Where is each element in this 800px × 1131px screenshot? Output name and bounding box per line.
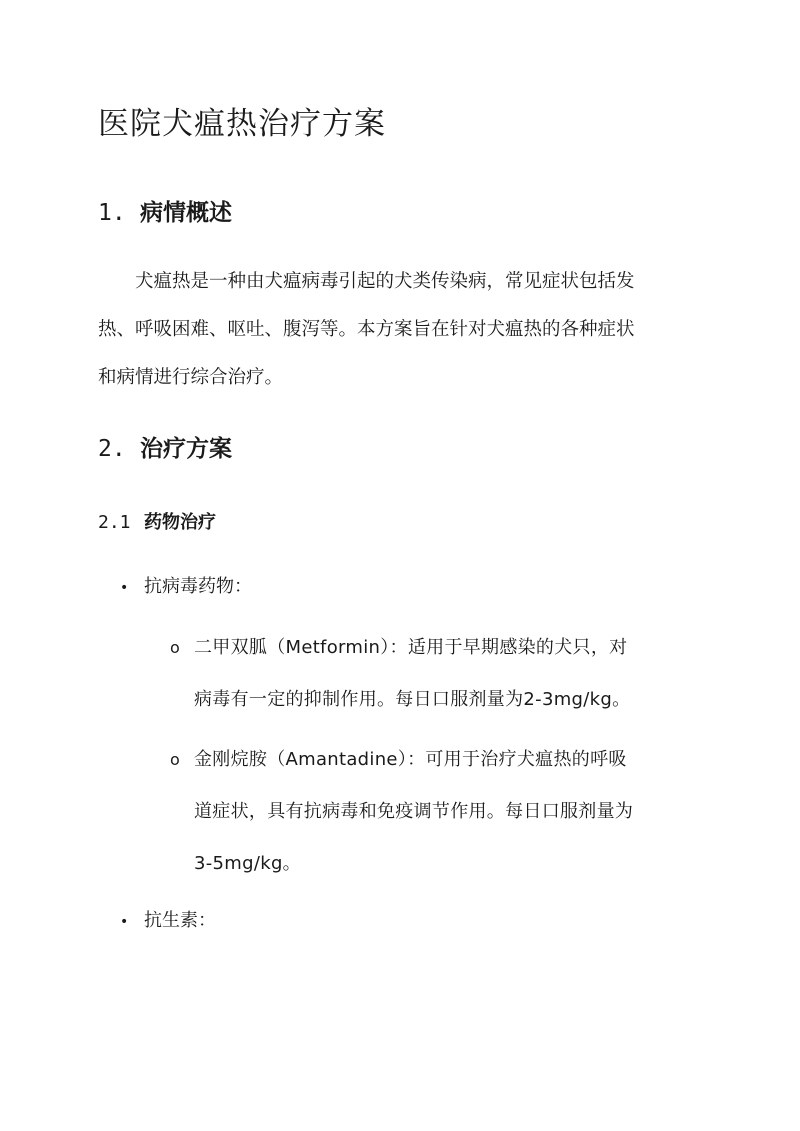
bullet-antiviral	[120, 572, 252, 598]
sub-item-line: 金刚烷胺（Amantadine）：可用于治疗犬瘟热的呼吸	[194, 749, 627, 770]
bullet-label: 抗病毒药物：	[144, 576, 252, 597]
section-2-heading	[98, 430, 232, 463]
bullet-label: 抗生素：	[144, 910, 216, 931]
sub-item-line: 道症状，具有抗病毒和免疫调节作用。每日口服剂量为	[194, 801, 634, 822]
sub-item-line: 病毒有一定的抑制作用。每日口服剂量为2-3mg/kg。	[194, 689, 631, 710]
sub-item-metformin	[170, 622, 710, 726]
sub-bullet-icon: o	[170, 638, 180, 657]
section-1-title: 病情概述	[140, 200, 232, 226]
bullet-icon: •	[120, 580, 129, 596]
document-title: 医院犬瘟热治疗方案	[98, 106, 386, 142]
section-1-paragraph	[98, 258, 702, 402]
section-2-1-number: 2.1	[98, 512, 131, 533]
paragraph-line: 犬瘟热是一种由犬瘟病毒引起的犬类传染病，常见症状包括发	[135, 271, 635, 292]
section-1-number: 1.	[98, 200, 126, 226]
section-2-1-title: 药物治疗	[144, 512, 216, 533]
bullet-icon: •	[120, 914, 129, 930]
section-2-number: 2.	[98, 436, 126, 462]
sub-bullet-icon: o	[170, 750, 180, 769]
bullet-antibiotics	[120, 906, 216, 932]
sub-item-line: 二甲双胍（Metformin）：适用于早期感染的犬只，对	[194, 637, 628, 658]
section-2-1-heading	[98, 508, 216, 534]
section-1-heading	[98, 194, 232, 227]
paragraph-line: 和病情进行综合治疗。	[98, 367, 284, 388]
sub-item-line: 3-5mg/kg。	[194, 853, 301, 874]
paragraph-line: 热、呼吸困难、呕吐、腹泻等。本方案旨在针对犬瘟热的各种症状	[98, 319, 635, 340]
sub-item-amantadine	[170, 734, 710, 890]
section-2-title: 治疗方案	[140, 436, 232, 462]
